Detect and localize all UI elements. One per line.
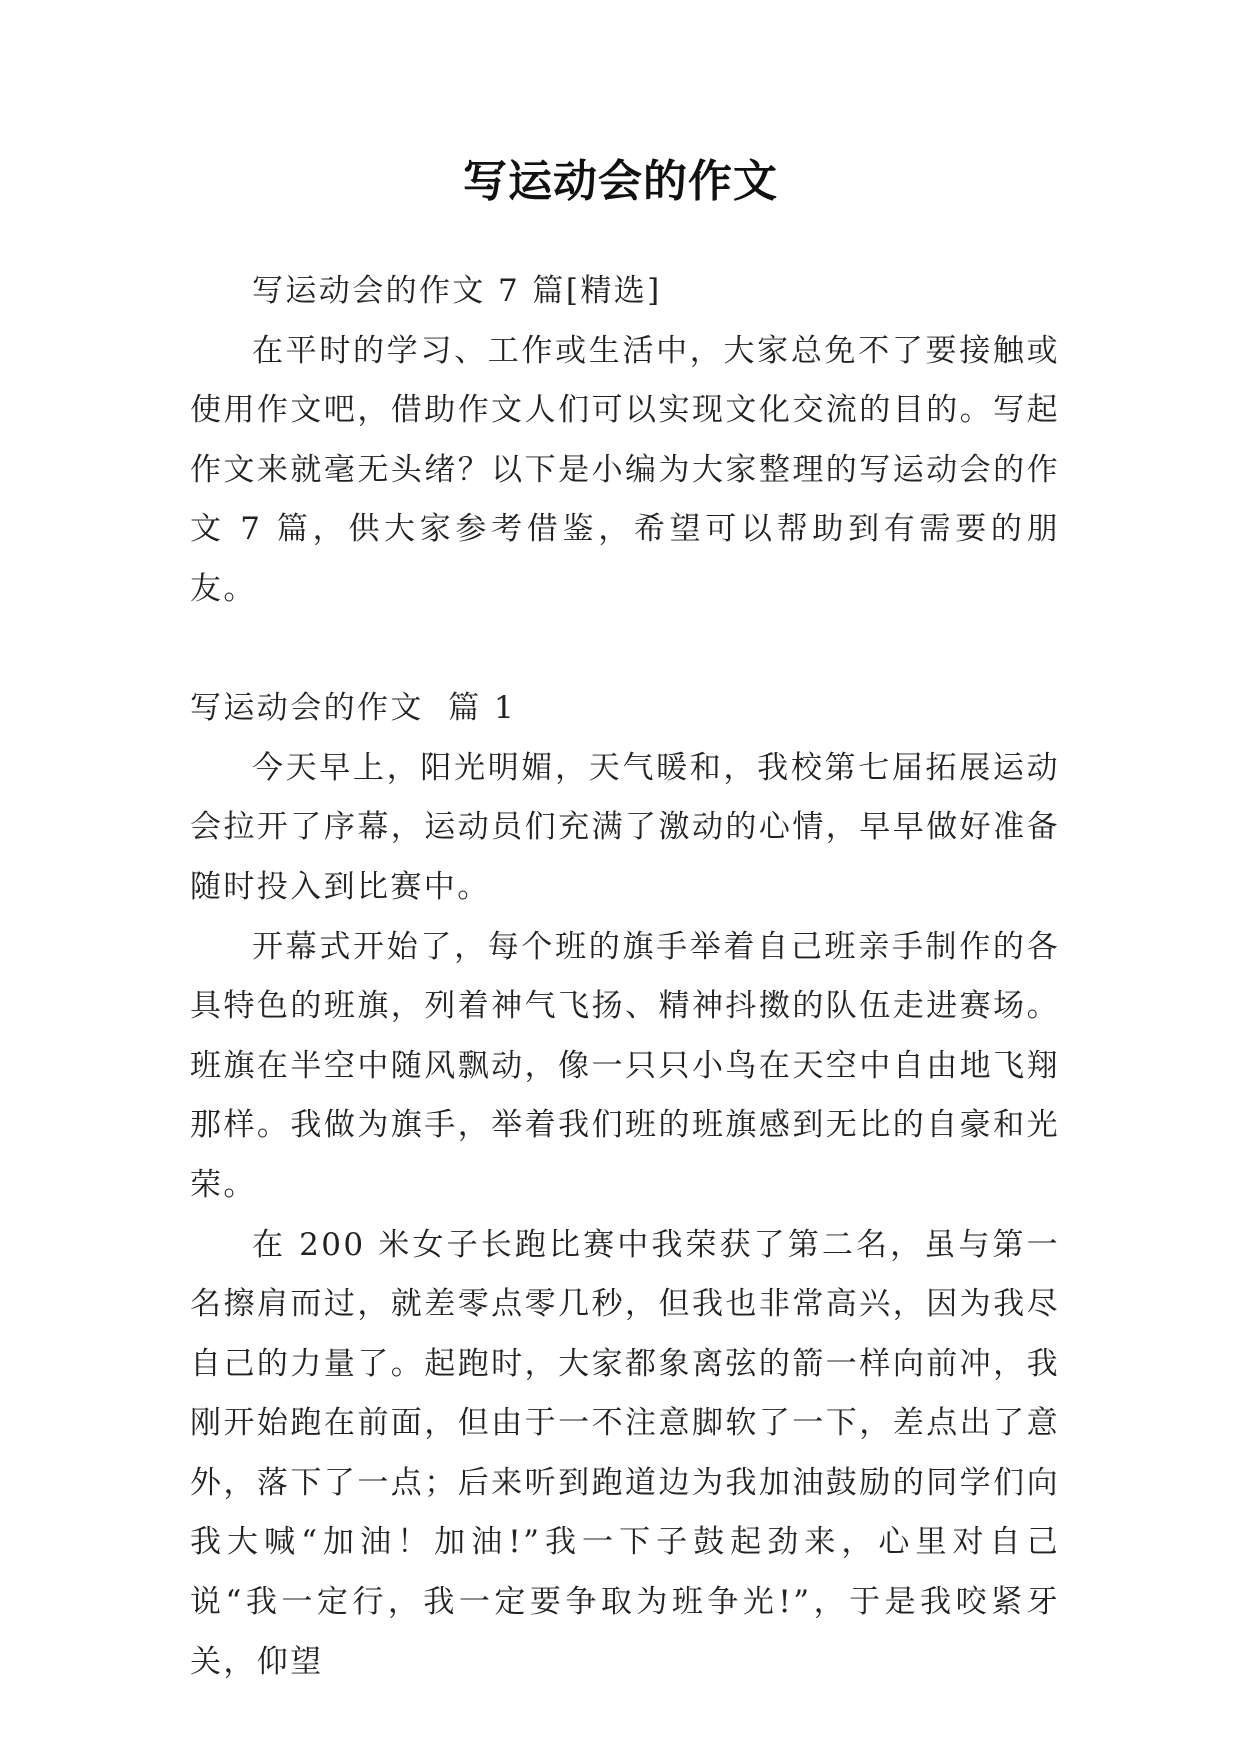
section-gap (190, 620, 1060, 680)
section-heading: 写运动会的作文 篇 1 (190, 690, 517, 727)
document-body (190, 262, 1060, 1692)
intro-paragraph: 在平时的学习、工作或生活中，大家总免不了要接触或使用作文吧，借助作文人们可以实现文化交流的目的。写起作文来就毫无头绪？以下是小编为大家整理的写运动会的作文 7 篇，供大家参考借鉴，希望可以帮助到有需要的朋友。 (190, 332, 1060, 607)
paragraph-2: 开幕式开始了，每个班的旗手举着自己班亲手制作的各具特色的班旗，列着神气飞扬、精神抖擞的队伍走进赛场。班旗在半空中随风飘动，像一只只小鸟在天空中自由地飞翔那样。我做为旗手，举着我们班的班旗感到无比的自豪和光荣。 (190, 928, 1060, 1203)
paragraph-3: 在 200 米女子长跑比赛中我荣获了第二名，虽与第一名擦肩而过，就差零点零几秒，但我也非常高兴，因为我尽自己的力量了。起跑时，大家都象离弦的箭一样向前冲，我刚开始跑在前面，但由于一不注意脚软了一下，差点出了意外，落下了一点；后来听到跑道边为我加油鼓励的同学们向我大喊“加油！加油!”我一下子鼓起劲来，心里对自己说“我一定行，我一定要争取为班争光!”，于是我咬紧牙关，仰望 (190, 1226, 1060, 1680)
document-title: 写运动会的作文 (463, 156, 778, 207)
subtitle-line: 写运动会的作文 7 篇[精选] (252, 273, 662, 309)
paragraph-1: 今天早上，阳光明媚，天气暖和，我校第七届拓展运动会拉开了序幕，运动员们充满了激动的心情，早早做好准备随时投入到比赛中。 (190, 749, 1060, 905)
